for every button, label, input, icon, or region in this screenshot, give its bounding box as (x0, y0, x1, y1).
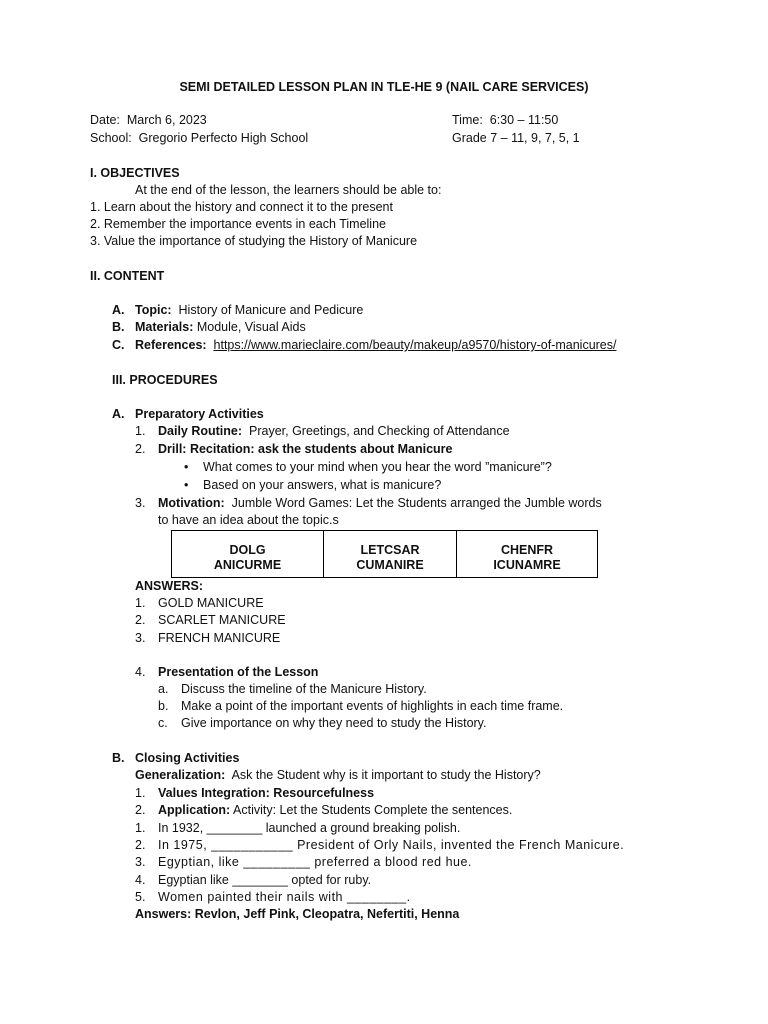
grade-value: Grade 7 – 11, 9, 7, 5, 1 (452, 131, 580, 145)
answer-item: FRENCH MANICURE (158, 631, 281, 645)
motivation-row (158, 496, 602, 511)
jumble-cell (324, 531, 457, 577)
final-answers: Answers: Revlon, Jeff Pink, Cleopatra, Nefertiti, Henna (135, 907, 460, 921)
presentation-letter: c. (158, 716, 168, 730)
jumble-table (171, 530, 598, 578)
jumble-word: LETCSAR (360, 543, 420, 557)
jumble-cell (457, 531, 597, 577)
answer-item: GOLD MANICURE (158, 596, 264, 610)
sentence-item: In 1932, ________ launched a ground breaking polish. (158, 821, 461, 835)
values-num: 1. (135, 786, 146, 800)
presentation-item: Make a point of the important events of highlights in each time frame. (181, 699, 564, 713)
time-label: Time: (452, 113, 483, 127)
values-label: Values Integration: Resourcefulness (158, 786, 375, 800)
content-heading: II. CONTENT (90, 269, 165, 283)
jumble-word: ANICURME (213, 558, 282, 572)
sentence-num: 2. (135, 838, 146, 852)
time-row (452, 113, 558, 128)
application-num: 2. (135, 803, 146, 817)
topic-value: History of Manicure and Pedicure (178, 303, 364, 317)
sentence-num: 5. (135, 890, 146, 904)
answers-heading: ANSWERS: (135, 579, 204, 593)
jumble-word: CHENFR (500, 543, 554, 557)
school-row (90, 131, 308, 146)
bullet-icon (184, 478, 188, 493)
presentation-num: 4. (135, 665, 146, 679)
generalization-label: Generalization: (135, 768, 226, 782)
answer-num: 2. (135, 613, 146, 627)
drill-question: What comes to your mind when you hear the word ”manicure”? (203, 460, 552, 474)
materials-label: Materials: (135, 320, 194, 334)
sentence-num: 1. (135, 821, 146, 835)
jumble-word: ICUNAMRE (493, 558, 561, 572)
sentence-item: Women painted their nails with ________. (158, 890, 411, 904)
closing-heading: Closing Activities (135, 751, 240, 765)
closing-marker: B. (112, 751, 125, 765)
motivation-num: 3. (135, 496, 146, 510)
objectives-intro: At the end of the lesson, the learners should be able to: (135, 183, 442, 197)
application-label: Application: (158, 803, 231, 817)
generalization-row (135, 768, 541, 783)
presentation-item: Discuss the timeline of the Manicure History. (181, 682, 427, 696)
motivation-value-cont: to have an idea about the topic.s (158, 513, 339, 527)
daily-routine (158, 424, 510, 439)
presentation-letter: b. (158, 699, 169, 713)
time-value: 6:30 – 11:50 (489, 113, 559, 127)
sentence-item: Egyptian like ________ opted for ruby. (158, 873, 372, 887)
school-value: Gregorio Perfecto High School (138, 131, 309, 145)
daily-value: Prayer, Greetings, and Checking of Attendance (249, 424, 510, 438)
jumble-word: DOLG (229, 543, 266, 557)
motivation-label: Motivation: (158, 496, 225, 510)
materials-value: Module, Visual Aids (196, 320, 306, 334)
page-title: SEMI DETAILED LESSON PLAN IN TLE-HE 9 (NAIL CARE SERVICES) (179, 80, 589, 94)
bullet-icon (184, 460, 188, 475)
jumble-word: CUMANIRE (356, 558, 424, 572)
references-marker: C. (112, 338, 125, 352)
presentation-item: Give importance on why they need to study the History. (181, 716, 487, 730)
topic-row (135, 303, 363, 318)
daily-num: 1. (135, 424, 146, 438)
date-value: March 6, 2023 (126, 113, 207, 127)
generalization-value: Ask the Student why is it important to study the History? (231, 768, 541, 782)
topic-marker: A. (112, 303, 125, 317)
presentation-label: Presentation of the Lesson (158, 665, 319, 679)
answer-item: SCARLET MANICURE (158, 613, 286, 627)
drill-label: Drill: Recitation: ask the students about Manicure (158, 442, 453, 456)
sentence-item: Egyptian, like _________ preferred a blood red hue. (158, 855, 472, 869)
objective-item: 1. Learn about the history and connect it to the present (90, 200, 393, 214)
procedures-heading: III. PROCEDURES (112, 373, 218, 387)
drill-num: 2. (135, 442, 146, 456)
answer-num: 3. (135, 631, 146, 645)
objectives-heading: I. OBJECTIVES (90, 166, 180, 180)
materials-marker: B. (112, 320, 125, 334)
date-row (90, 113, 207, 128)
references-label: References: (135, 338, 207, 352)
objective-item: 2. Remember the importance events in each Timeline (90, 217, 386, 231)
sentence-num: 4. (135, 873, 146, 887)
motivation-value: Jumble Word Games: Let the Students arranged the Jumble words (231, 496, 602, 510)
answer-num: 1. (135, 596, 146, 610)
application-row (158, 803, 512, 818)
objective-item: 3. Value the importance of studying the History of Manicure (90, 234, 418, 248)
references-link[interactable]: https://www.marieclaire.com/beauty/makeup/a9570/history-of-manicures/ (213, 338, 617, 352)
application-value: Activity: Let the Students Complete the sentences. (233, 803, 513, 817)
daily-label: Daily Routine: (158, 424, 243, 438)
sentence-item: In 1975, ___________ President of Orly Nails, invented the French Manicure. (158, 838, 625, 852)
jumble-cell (172, 531, 324, 577)
prep-heading: Preparatory Activities (135, 407, 264, 421)
sentence-num: 3. (135, 855, 146, 869)
date-label: Date: (90, 113, 120, 127)
references-row (135, 338, 616, 353)
drill-question: Based on your answers, what is manicure? (203, 478, 442, 492)
prep-marker: A. (112, 407, 125, 421)
materials-row (135, 320, 306, 335)
presentation-letter: a. (158, 682, 169, 696)
topic-label: Topic: (135, 303, 172, 317)
school-label: School: (90, 131, 132, 145)
